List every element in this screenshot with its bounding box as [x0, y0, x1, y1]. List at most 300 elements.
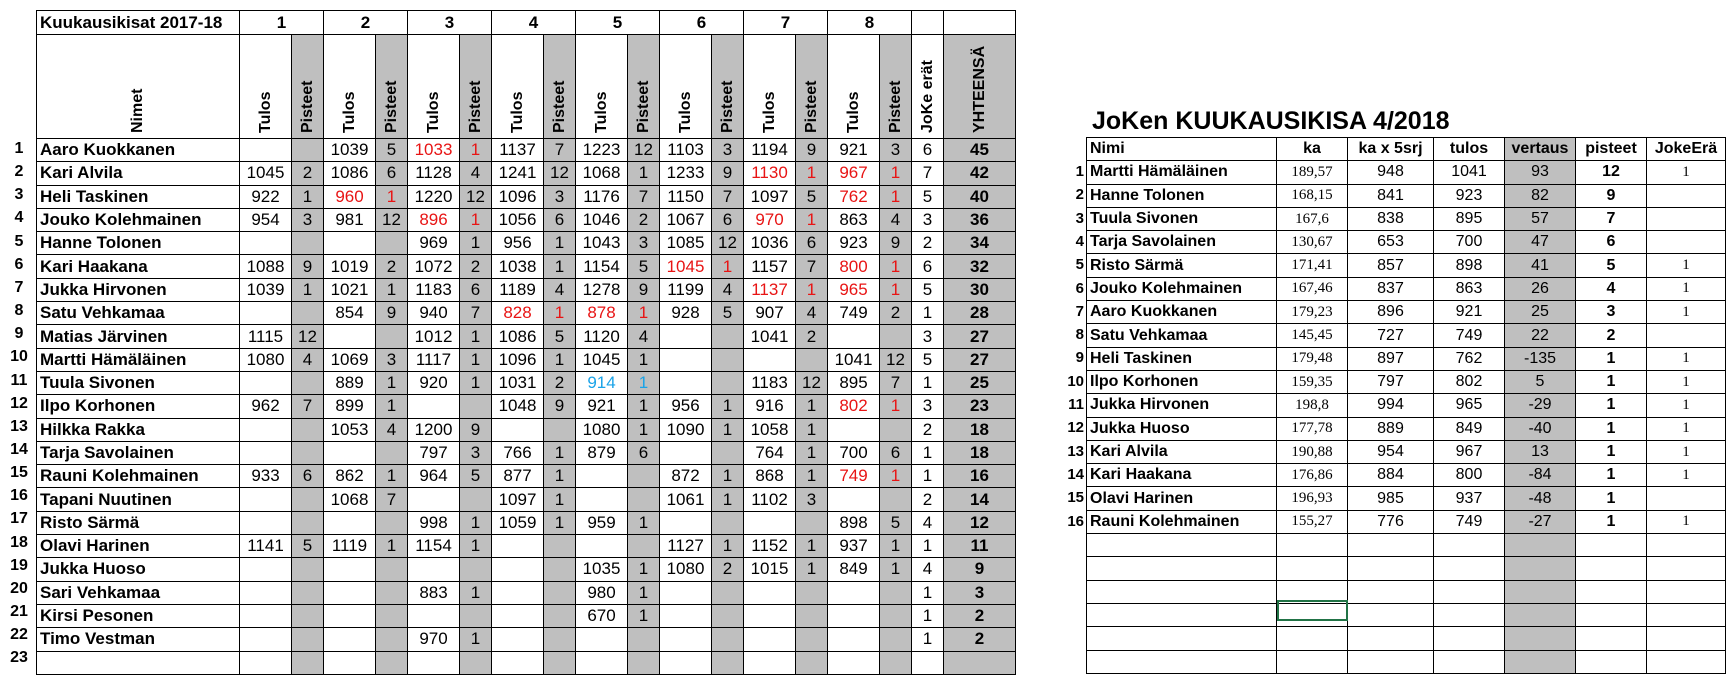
pisteet-cell[interactable] — [544, 628, 576, 651]
tulos-cell[interactable] — [240, 139, 292, 162]
tulos-cell[interactable]: 933 — [240, 465, 292, 488]
pisteet-cell[interactable]: 1 — [880, 185, 912, 208]
empty-cell[interactable] — [1348, 557, 1434, 580]
tulos-cell[interactable]: 1072 — [408, 255, 460, 278]
tulos-cell[interactable]: 1200 — [408, 418, 460, 441]
pisteet-cell[interactable] — [460, 604, 492, 627]
pisteet-cell[interactable]: 2 — [292, 162, 324, 185]
pisteet-cell[interactable]: 1 — [544, 488, 576, 511]
pisteet-cell[interactable]: 4 — [712, 278, 744, 301]
pisteet-cell[interactable]: 1 — [628, 302, 660, 325]
pisteet-cell[interactable]: 1 — [628, 604, 660, 627]
pisteet-cell[interactable] — [880, 604, 912, 627]
pisteet-cell[interactable]: 9 — [292, 255, 324, 278]
total-cell[interactable]: 34 — [944, 232, 1016, 255]
total-cell[interactable]: 9 — [944, 558, 1016, 581]
ka-cell[interactable]: 168,15 — [1277, 184, 1348, 207]
player-name[interactable]: Tuula Sivonen — [1087, 207, 1277, 230]
pisteet-cell[interactable] — [712, 628, 744, 651]
pisteet-cell[interactable]: 7 — [712, 185, 744, 208]
tulos-cell[interactable]: 802 — [828, 395, 880, 418]
pisteet-cell[interactable]: 5 — [544, 325, 576, 348]
pisteet-cell[interactable]: 1 — [376, 465, 408, 488]
ka-cell[interactable]: 171,41 — [1277, 254, 1348, 277]
ka-x5-cell[interactable]: 896 — [1348, 301, 1434, 324]
pisteet-cell[interactable] — [628, 628, 660, 651]
pisteet-cell[interactable]: 1 — [628, 558, 660, 581]
tulos-cell[interactable]: 1223 — [576, 139, 628, 162]
tulos-cell[interactable]: 921 — [1434, 301, 1505, 324]
pisteet-cell[interactable]: 1 — [796, 278, 828, 301]
total-cell[interactable]: 36 — [944, 208, 1016, 231]
vertaus-cell[interactable]: -29 — [1505, 394, 1576, 417]
pisteet-cell[interactable] — [880, 651, 912, 674]
vertaus-cell[interactable]: 47 — [1505, 231, 1576, 254]
tulos-cell[interactable]: 1130 — [744, 162, 796, 185]
tulos-cell[interactable]: 981 — [324, 208, 376, 231]
tulos-cell[interactable]: 1041 — [1434, 161, 1505, 184]
vertaus-cell[interactable]: 13 — [1505, 440, 1576, 463]
tulos-cell[interactable] — [408, 395, 460, 418]
pisteet-cell[interactable]: 1 — [796, 558, 828, 581]
joke-erat-cell[interactable]: 6 — [912, 255, 944, 278]
player-name[interactable]: Martti Hämäläinen — [37, 348, 240, 371]
tulos-cell[interactable] — [408, 488, 460, 511]
pisteet-cell[interactable]: 2 — [376, 255, 408, 278]
tulos-cell[interactable]: 1150 — [660, 185, 712, 208]
total-cell[interactable]: 2 — [944, 604, 1016, 627]
player-name[interactable]: Jukka Hirvonen — [37, 278, 240, 301]
selected-cell-cursor[interactable] — [1277, 600, 1348, 621]
total-cell[interactable]: 45 — [944, 139, 1016, 162]
pisteet-cell[interactable]: 7 — [376, 488, 408, 511]
pisteet-cell[interactable] — [712, 511, 744, 534]
tulos-cell[interactable]: 863 — [828, 208, 880, 231]
pisteet-cell[interactable] — [712, 348, 744, 371]
tulos-cell[interactable]: 895 — [1434, 207, 1505, 230]
tulos-cell[interactable] — [576, 628, 628, 651]
pisteet-cell[interactable]: 1 — [460, 371, 492, 394]
tulos-cell[interactable] — [828, 581, 880, 604]
tulos-cell[interactable]: 956 — [660, 395, 712, 418]
pisteet-cell[interactable] — [880, 418, 912, 441]
pisteet-cell[interactable]: 4 — [628, 325, 660, 348]
tulos-cell[interactable] — [828, 488, 880, 511]
tulos-cell[interactable]: 1278 — [576, 278, 628, 301]
tulos-cell[interactable] — [240, 488, 292, 511]
empty-cell[interactable] — [1277, 650, 1348, 673]
joke-era-cell[interactable]: 1 — [1647, 394, 1726, 417]
pisteet-cell[interactable]: 4 — [460, 162, 492, 185]
pisteet-cell[interactable]: 12 — [376, 208, 408, 231]
tulos-cell[interactable]: 916 — [744, 395, 796, 418]
pisteet-cell[interactable]: 1 — [544, 302, 576, 325]
pisteet-cell[interactable]: 12 — [460, 185, 492, 208]
tulos-cell[interactable]: 1041 — [828, 348, 880, 371]
player-name[interactable]: Martti Hämäläinen — [1087, 161, 1277, 184]
joke-erat-cell[interactable]: 2 — [912, 488, 944, 511]
ka-cell[interactable]: 198,8 — [1277, 394, 1348, 417]
ka-cell[interactable]: 176,86 — [1277, 464, 1348, 487]
pisteet-cell[interactable] — [376, 511, 408, 534]
tulos-cell[interactable]: 1039 — [240, 278, 292, 301]
vertaus-cell[interactable]: 5 — [1505, 370, 1576, 393]
tulos-cell[interactable]: 1154 — [576, 255, 628, 278]
total-cell[interactable]: 30 — [944, 278, 1016, 301]
pisteet-cell[interactable]: 1 — [1576, 347, 1647, 370]
pisteet-cell[interactable] — [544, 651, 576, 674]
empty-cell[interactable] — [1505, 627, 1576, 650]
player-name[interactable]: Kirsi Pesonen — [37, 604, 240, 627]
tulos-cell[interactable]: 1176 — [576, 185, 628, 208]
tulos-cell[interactable]: 965 — [828, 278, 880, 301]
tulos-cell[interactable]: 898 — [1434, 254, 1505, 277]
player-name[interactable]: Aaro Kuokkanen — [37, 139, 240, 162]
pisteet-cell[interactable]: 1 — [460, 628, 492, 651]
player-name[interactable]: Olavi Harinen — [1087, 487, 1277, 510]
player-name[interactable]: Aaro Kuokkanen — [1087, 301, 1277, 324]
pisteet-cell[interactable] — [796, 628, 828, 651]
player-name[interactable]: Risto Särmä — [37, 511, 240, 534]
pisteet-cell[interactable]: 1 — [460, 581, 492, 604]
tulos-cell[interactable]: 1183 — [744, 371, 796, 394]
tulos-cell[interactable]: 1061 — [660, 488, 712, 511]
tulos-cell[interactable]: 970 — [408, 628, 460, 651]
tulos-cell[interactable]: 1080 — [240, 348, 292, 371]
tulos-cell[interactable] — [492, 651, 544, 674]
pisteet-cell[interactable] — [712, 604, 744, 627]
total-cell[interactable]: 27 — [944, 325, 1016, 348]
player-name[interactable]: Olavi Harinen — [37, 535, 240, 558]
tulos-cell[interactable]: 1043 — [576, 232, 628, 255]
pisteet-cell[interactable] — [628, 535, 660, 558]
tulos-cell[interactable]: 937 — [828, 535, 880, 558]
ka-x5-cell[interactable]: 884 — [1348, 464, 1434, 487]
empty-cell[interactable] — [1087, 534, 1277, 557]
pisteet-cell[interactable] — [460, 395, 492, 418]
pisteet-cell[interactable]: 9 — [712, 162, 744, 185]
pisteet-cell[interactable]: 7 — [1576, 207, 1647, 230]
tulos-cell[interactable]: 1086 — [324, 162, 376, 185]
pisteet-cell[interactable]: 1 — [1576, 440, 1647, 463]
pisteet-cell[interactable] — [292, 232, 324, 255]
joke-erat-cell[interactable]: 6 — [912, 139, 944, 162]
tulos-cell[interactable]: 1102 — [744, 488, 796, 511]
pisteet-cell[interactable] — [292, 302, 324, 325]
tulos-cell[interactable]: 762 — [828, 185, 880, 208]
pisteet-cell[interactable] — [292, 604, 324, 627]
tulos-cell[interactable]: 1127 — [660, 535, 712, 558]
ka-x5-cell[interactable]: 889 — [1348, 417, 1434, 440]
pisteet-cell[interactable] — [544, 604, 576, 627]
player-name[interactable]: Tapani Nuutinen — [37, 488, 240, 511]
pisteet-cell[interactable] — [796, 511, 828, 534]
pisteet-cell[interactable]: 1 — [376, 278, 408, 301]
ka-cell[interactable]: 167,6 — [1277, 207, 1348, 230]
empty-cell[interactable] — [1647, 627, 1726, 650]
player-name[interactable]: Ilpo Korhonen — [37, 395, 240, 418]
pisteet-cell[interactable]: 9 — [460, 418, 492, 441]
ka-cell[interactable]: 155,27 — [1277, 510, 1348, 533]
joke-erat-cell[interactable]: 1 — [912, 604, 944, 627]
pisteet-cell[interactable]: 12 — [880, 348, 912, 371]
pisteet-cell[interactable] — [628, 465, 660, 488]
empty-cell[interactable] — [1434, 627, 1505, 650]
empty-cell[interactable] — [1647, 650, 1726, 673]
player-name[interactable]: Satu Vehkamaa — [1087, 324, 1277, 347]
tulos-cell[interactable]: 1088 — [240, 255, 292, 278]
pisteet-cell[interactable]: 3 — [1576, 301, 1647, 324]
tulos-cell[interactable] — [744, 581, 796, 604]
player-name[interactable]: Rauni Kolehmainen — [37, 465, 240, 488]
joke-erat-cell[interactable]: 5 — [912, 278, 944, 301]
total-cell[interactable] — [944, 651, 1016, 674]
pisteet-cell[interactable] — [712, 581, 744, 604]
vertaus-cell[interactable]: 22 — [1505, 324, 1576, 347]
tulos-cell[interactable]: 967 — [828, 162, 880, 185]
player-name[interactable]: Ilpo Korhonen — [1087, 370, 1277, 393]
vertaus-cell[interactable]: 26 — [1505, 277, 1576, 300]
tulos-cell[interactable]: 1117 — [408, 348, 460, 371]
empty-cell[interactable] — [1348, 603, 1434, 626]
tulos-cell[interactable]: 923 — [1434, 184, 1505, 207]
pisteet-cell[interactable] — [292, 651, 324, 674]
tulos-cell[interactable]: 1045 — [660, 255, 712, 278]
tulos-cell[interactable]: 898 — [828, 511, 880, 534]
pisteet-cell[interactable]: 4 — [796, 302, 828, 325]
tulos-cell[interactable] — [324, 604, 376, 627]
tulos-cell[interactable]: 1120 — [576, 325, 628, 348]
pisteet-cell[interactable]: 2 — [544, 371, 576, 394]
pisteet-cell[interactable]: 6 — [628, 441, 660, 464]
total-cell[interactable]: 18 — [944, 441, 1016, 464]
tulos-cell[interactable]: 1038 — [492, 255, 544, 278]
tulos-cell[interactable] — [408, 558, 460, 581]
tulos-cell[interactable]: 937 — [1434, 487, 1505, 510]
tulos-cell[interactable]: 1154 — [408, 535, 460, 558]
pisteet-cell[interactable] — [544, 581, 576, 604]
pisteet-cell[interactable] — [292, 441, 324, 464]
tulos-cell[interactable]: 849 — [1434, 417, 1505, 440]
ka-cell[interactable]: 196,93 — [1277, 487, 1348, 510]
player-name[interactable]: Hilkka Rakka — [37, 418, 240, 441]
tulos-cell[interactable]: 1097 — [492, 488, 544, 511]
joke-era-cell[interactable]: 1 — [1647, 254, 1726, 277]
pisteet-cell[interactable]: 2 — [628, 208, 660, 231]
joke-erat-cell[interactable]: 1 — [912, 371, 944, 394]
tulos-cell[interactable] — [660, 441, 712, 464]
pisteet-cell[interactable] — [376, 232, 408, 255]
pisteet-cell[interactable]: 1 — [460, 511, 492, 534]
pisteet-cell[interactable]: 1 — [544, 465, 576, 488]
joke-erat-cell[interactable]: 4 — [912, 558, 944, 581]
pisteet-cell[interactable]: 5 — [712, 302, 744, 325]
total-cell[interactable]: 18 — [944, 418, 1016, 441]
tulos-cell[interactable]: 896 — [408, 208, 460, 231]
tulos-cell[interactable]: 877 — [492, 465, 544, 488]
pisteet-cell[interactable] — [712, 441, 744, 464]
pisteet-cell[interactable] — [712, 325, 744, 348]
tulos-cell[interactable]: 1041 — [744, 325, 796, 348]
empty-cell[interactable] — [1647, 557, 1726, 580]
tulos-cell[interactable]: 762 — [1434, 347, 1505, 370]
player-name[interactable]: Kari Alvila — [37, 162, 240, 185]
tulos-cell[interactable]: 967 — [1434, 440, 1505, 463]
joke-erat-cell[interactable]: 2 — [912, 418, 944, 441]
tulos-cell[interactable]: 1012 — [408, 325, 460, 348]
pisteet-cell[interactable] — [376, 604, 408, 627]
tulos-cell[interactable]: 907 — [744, 302, 796, 325]
tulos-cell[interactable] — [828, 325, 880, 348]
pisteet-cell[interactable]: 1 — [880, 255, 912, 278]
ka-x5-cell[interactable]: 797 — [1348, 370, 1434, 393]
tulos-cell[interactable]: 700 — [1434, 231, 1505, 254]
tulos-cell[interactable]: 1015 — [744, 558, 796, 581]
pisteet-cell[interactable] — [376, 558, 408, 581]
pisteet-cell[interactable]: 1 — [460, 208, 492, 231]
pisteet-cell[interactable] — [796, 348, 828, 371]
empty-cell[interactable] — [1434, 580, 1505, 603]
pisteet-cell[interactable]: 9 — [880, 232, 912, 255]
ka-x5-cell[interactable]: 653 — [1348, 231, 1434, 254]
tulos-cell[interactable] — [492, 535, 544, 558]
pisteet-cell[interactable] — [880, 325, 912, 348]
ka-x5-cell[interactable]: 985 — [1348, 487, 1434, 510]
ka-x5-cell[interactable]: 954 — [1348, 440, 1434, 463]
pisteet-cell[interactable]: 1 — [292, 278, 324, 301]
pisteet-cell[interactable]: 7 — [628, 185, 660, 208]
ka-cell[interactable]: 179,23 — [1277, 301, 1348, 324]
pisteet-cell[interactable]: 9 — [628, 278, 660, 301]
pisteet-cell[interactable]: 6 — [460, 278, 492, 301]
pisteet-cell[interactable] — [628, 488, 660, 511]
joke-erat-cell[interactable]: 1 — [912, 302, 944, 325]
pisteet-cell[interactable]: 12 — [628, 139, 660, 162]
pisteet-cell[interactable]: 2 — [460, 255, 492, 278]
tulos-cell[interactable]: 862 — [324, 465, 376, 488]
tulos-cell[interactable] — [660, 604, 712, 627]
pisteet-cell[interactable]: 4 — [376, 418, 408, 441]
empty-cell[interactable] — [1434, 650, 1505, 673]
pisteet-cell[interactable] — [796, 581, 828, 604]
tulos-cell[interactable]: 1096 — [492, 348, 544, 371]
empty-cell[interactable] — [1087, 627, 1277, 650]
joke-erat-cell[interactable]: 1 — [912, 535, 944, 558]
pisteet-cell[interactable]: 5 — [796, 185, 828, 208]
vertaus-cell[interactable]: -27 — [1505, 510, 1576, 533]
tulos-cell[interactable]: 1152 — [744, 535, 796, 558]
pisteet-cell[interactable]: 1 — [880, 558, 912, 581]
tulos-cell[interactable] — [240, 441, 292, 464]
ka-cell[interactable]: 189,57 — [1277, 161, 1348, 184]
tulos-cell[interactable] — [828, 651, 880, 674]
pisteet-cell[interactable]: 1 — [712, 488, 744, 511]
tulos-cell[interactable] — [324, 558, 376, 581]
pisteet-cell[interactable]: 9 — [796, 139, 828, 162]
ka-x5-cell[interactable]: 841 — [1348, 184, 1434, 207]
tulos-cell[interactable]: 797 — [408, 441, 460, 464]
pisteet-cell[interactable]: 9 — [544, 395, 576, 418]
pisteet-cell[interactable]: 1 — [1576, 487, 1647, 510]
tulos-cell[interactable] — [576, 651, 628, 674]
tulos-cell[interactable] — [240, 651, 292, 674]
pisteet-cell[interactable]: 2 — [712, 558, 744, 581]
tulos-cell[interactable]: 980 — [576, 581, 628, 604]
tulos-cell[interactable] — [576, 535, 628, 558]
tulos-cell[interactable] — [408, 651, 460, 674]
pisteet-cell[interactable]: 1 — [628, 162, 660, 185]
vertaus-cell[interactable]: 41 — [1505, 254, 1576, 277]
tulos-cell[interactable]: 962 — [240, 395, 292, 418]
player-name[interactable] — [37, 651, 240, 674]
pisteet-cell[interactable] — [376, 441, 408, 464]
total-cell[interactable]: 11 — [944, 535, 1016, 558]
pisteet-cell[interactable]: 5 — [1576, 254, 1647, 277]
player-name[interactable]: Tarja Savolainen — [1087, 231, 1277, 254]
empty-cell[interactable] — [1087, 557, 1277, 580]
pisteet-cell[interactable]: 1 — [1576, 370, 1647, 393]
tulos-cell[interactable] — [660, 581, 712, 604]
tulos-cell[interactable] — [660, 651, 712, 674]
joke-era-cell[interactable]: 1 — [1647, 370, 1726, 393]
pisteet-cell[interactable]: 1 — [880, 535, 912, 558]
tulos-cell[interactable] — [408, 604, 460, 627]
empty-cell[interactable] — [1576, 603, 1647, 626]
empty-cell[interactable] — [1576, 580, 1647, 603]
pisteet-cell[interactable] — [376, 581, 408, 604]
tulos-cell[interactable]: 749 — [828, 465, 880, 488]
total-cell[interactable]: 32 — [944, 255, 1016, 278]
player-name[interactable]: Hanne Tolonen — [37, 232, 240, 255]
empty-cell[interactable] — [1647, 603, 1726, 626]
pisteet-cell[interactable] — [292, 418, 324, 441]
player-name[interactable]: Jouko Kolehmainen — [37, 208, 240, 231]
empty-cell[interactable] — [1434, 534, 1505, 557]
ka-cell[interactable]: 159,35 — [1277, 370, 1348, 393]
tulos-cell[interactable]: 800 — [828, 255, 880, 278]
pisteet-cell[interactable]: 1 — [628, 581, 660, 604]
tulos-cell[interactable]: 1157 — [744, 255, 796, 278]
pisteet-cell[interactable]: 1 — [1576, 510, 1647, 533]
tulos-cell[interactable]: 1141 — [240, 535, 292, 558]
ka-x5-cell[interactable]: 897 — [1348, 347, 1434, 370]
tulos-cell[interactable]: 1080 — [576, 418, 628, 441]
pisteet-cell[interactable]: 1 — [544, 441, 576, 464]
joke-erat-cell[interactable]: 5 — [912, 348, 944, 371]
empty-cell[interactable] — [1087, 650, 1277, 673]
pisteet-cell[interactable]: 1 — [796, 535, 828, 558]
pisteet-cell[interactable]: 1 — [460, 139, 492, 162]
player-name[interactable]: Satu Vehkamaa — [37, 302, 240, 325]
pisteet-cell[interactable] — [544, 558, 576, 581]
total-cell[interactable]: 23 — [944, 395, 1016, 418]
tulos-cell[interactable]: 879 — [576, 441, 628, 464]
total-cell[interactable]: 42 — [944, 162, 1016, 185]
pisteet-cell[interactable] — [376, 628, 408, 651]
player-name[interactable]: Tuula Sivonen — [37, 371, 240, 394]
pisteet-cell[interactable] — [292, 581, 324, 604]
tulos-cell[interactable]: 1048 — [492, 395, 544, 418]
player-name[interactable]: Heli Taskinen — [37, 185, 240, 208]
empty-cell[interactable] — [1348, 650, 1434, 673]
empty-cell[interactable] — [1505, 557, 1576, 580]
total-cell[interactable]: 12 — [944, 511, 1016, 534]
tulos-cell[interactable]: 1058 — [744, 418, 796, 441]
tulos-cell[interactable]: 956 — [492, 232, 544, 255]
ka-x5-cell[interactable]: 837 — [1348, 277, 1434, 300]
tulos-cell[interactable] — [828, 604, 880, 627]
total-cell[interactable]: 28 — [944, 302, 1016, 325]
